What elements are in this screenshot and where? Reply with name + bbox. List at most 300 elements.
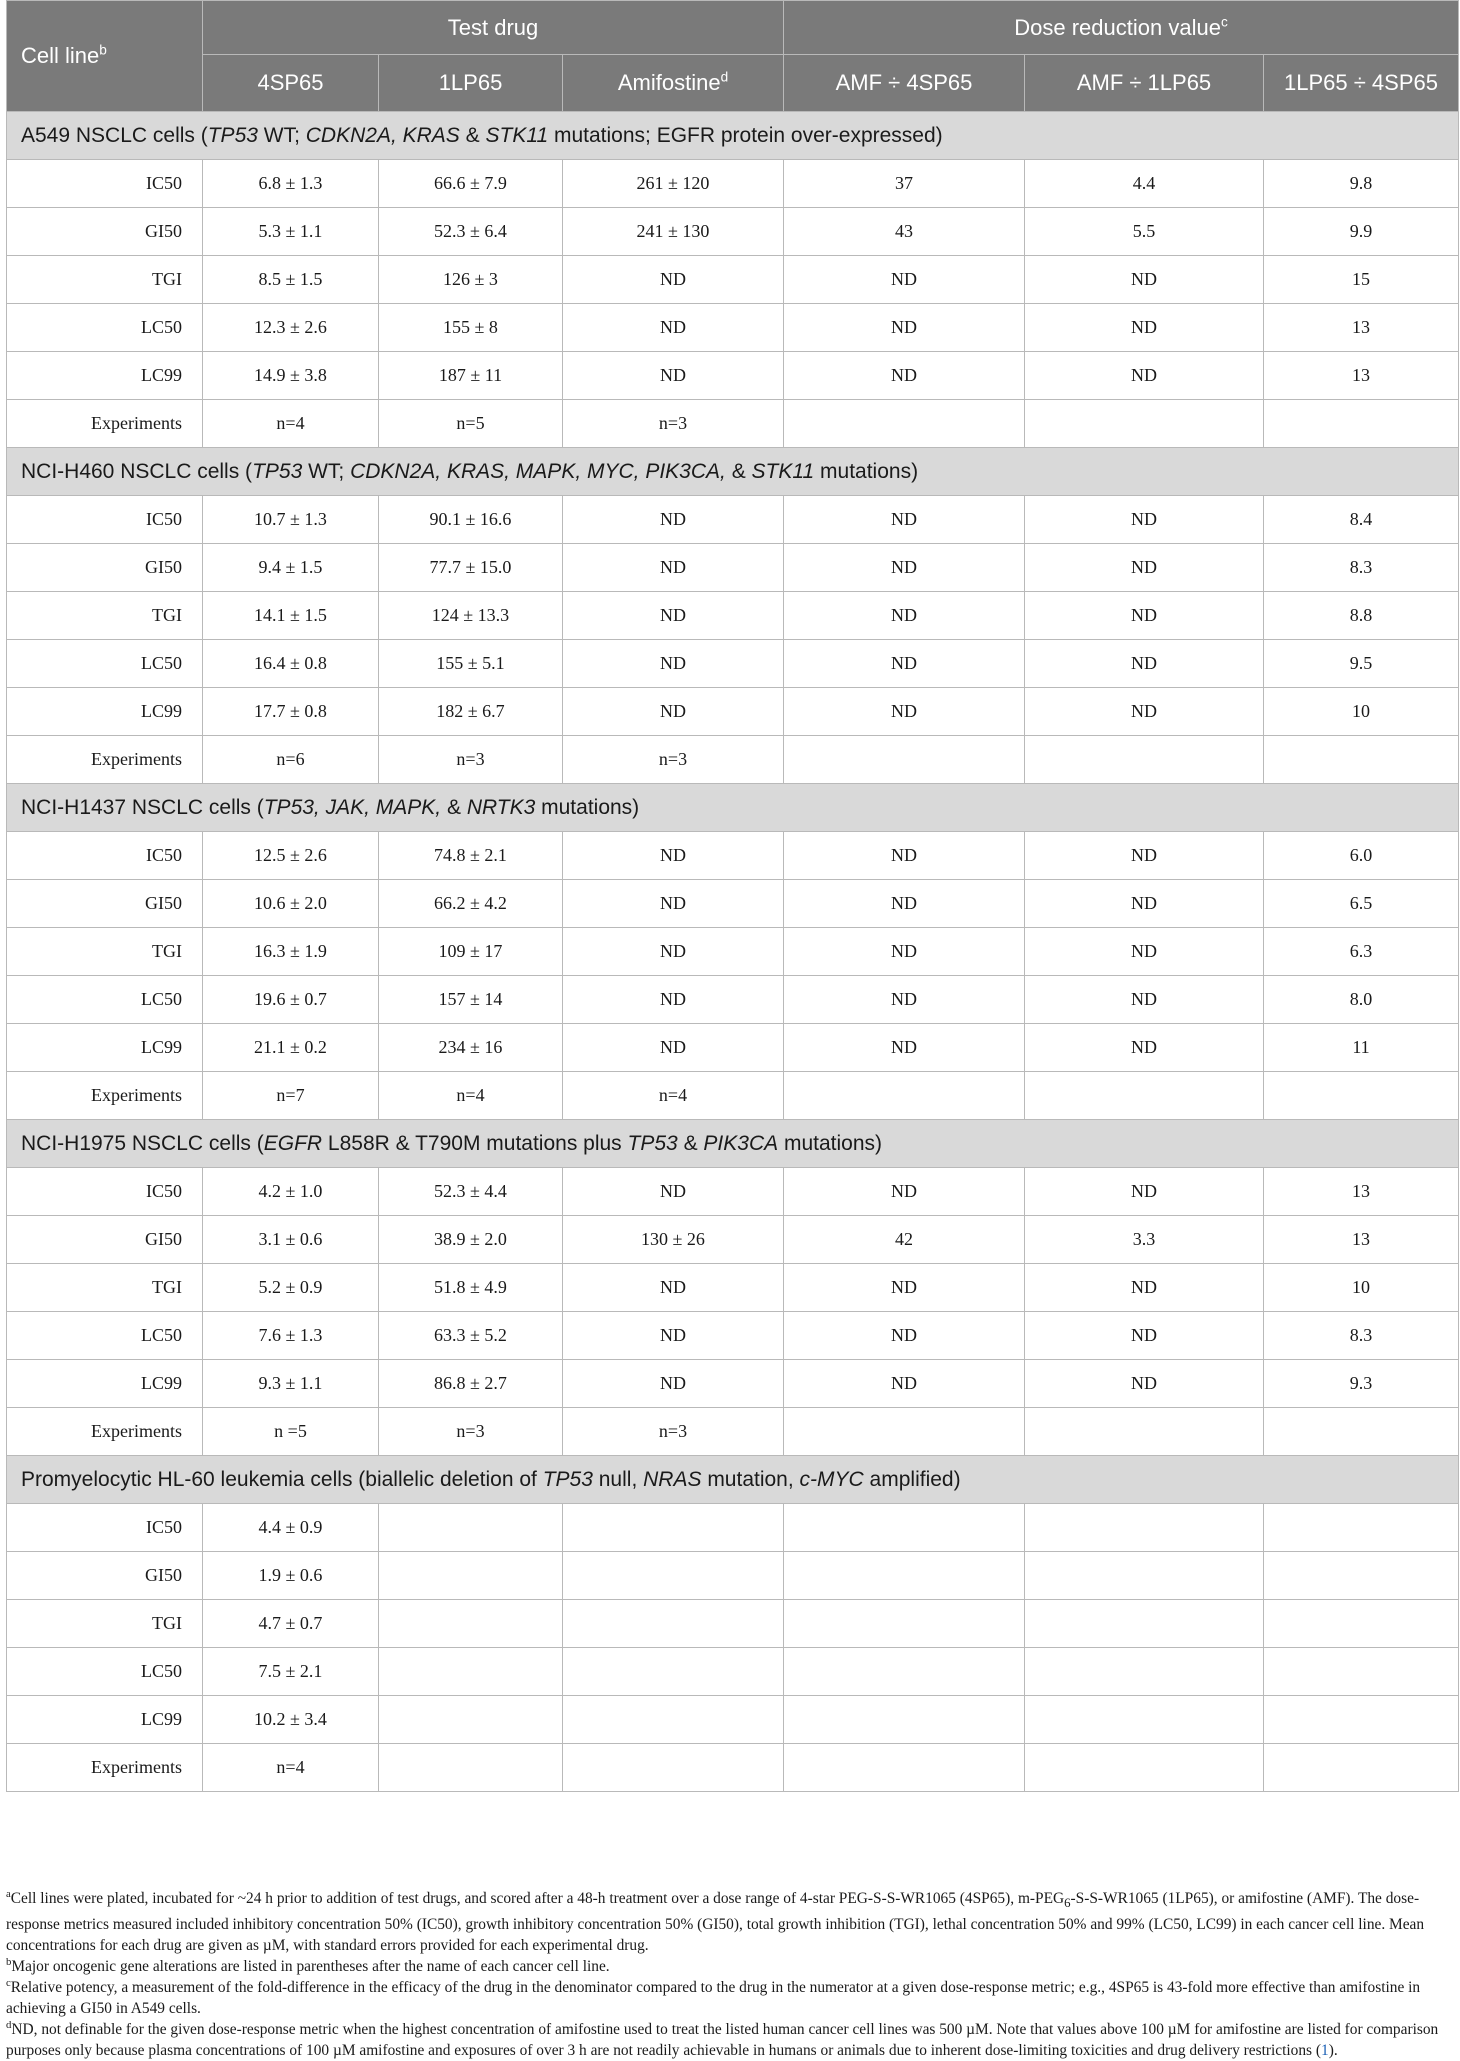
table-cell: 66.2 ± 4.2 [379,880,563,928]
table-row [7,832,1459,880]
metric-label: LC99 [7,1024,203,1072]
table-cell: ND [1025,592,1264,640]
col-1lp65-header: 1LP65 [379,55,563,112]
table-cell: 90.1 ± 16.6 [379,496,563,544]
title-fragment: TP53 [627,1131,678,1155]
table-row [7,1312,1459,1360]
metric-label: TGI [7,1600,203,1648]
metric-label: Experiments [7,1072,203,1120]
metric-label: Experiments [7,1744,203,1792]
table-cell: 9.4 ± 1.5 [203,544,379,592]
footnote-b: $^b$Major oncogenic gene alterations are listed in parentheses after the name of each cancer cell line. [6,1955,610,1976]
table-cell: n =5 [203,1408,379,1456]
title-fragment: STK11 [485,123,549,147]
table-cell [563,1648,784,1696]
table-cell: 8.4 [1264,496,1459,544]
table-cell: ND [1025,304,1264,352]
table-cell: 234 ± 16 [379,1024,563,1072]
table-cell: 42 [784,1216,1025,1264]
table-cell: 6.5 [1264,880,1459,928]
title-fragment: mutations) [535,795,640,819]
title-fragment: PIK3CA [703,1131,779,1155]
dose-reduction-header: Dose reduction value$^c$ [784,1,1459,55]
table-row [7,976,1459,1024]
table-cell: 9.3 ± 1.1 [203,1360,379,1408]
table-cell: 52.3 ± 4.4 [379,1168,563,1216]
table-cell: ND [784,1024,1025,1072]
table-cell: 3.3 [1025,1216,1264,1264]
table-cell: ND [563,1168,784,1216]
table-cell: ND [563,1312,784,1360]
title-fragment: L858R & T790M mutations plus [322,1131,628,1155]
metric-label: LC50 [7,1312,203,1360]
table-cell [563,1600,784,1648]
table-cell: 10.2 ± 3.4 [203,1696,379,1744]
table-cell: 6.8 ± 1.3 [203,160,379,208]
table-cell: n=3 [379,736,563,784]
table-cell: ND [1025,976,1264,1024]
table-cell [1025,1552,1264,1600]
table-row [7,928,1459,976]
table-cell: ND [784,352,1025,400]
table-cell: ND [563,928,784,976]
table-cell: ND [784,976,1025,1024]
table-cell [1025,1072,1264,1120]
metric-label: LC99 [7,688,203,736]
table-row [7,160,1459,208]
metric-label: LC50 [7,640,203,688]
table-cell: 37 [784,160,1025,208]
table-row [7,1264,1459,1312]
table-cell: ND [1025,1168,1264,1216]
table-cell [1264,1744,1459,1792]
metric-label: TGI [7,256,203,304]
table-cell: 38.9 ± 2.0 [379,1216,563,1264]
table-cell: ND [784,928,1025,976]
table-row [7,304,1459,352]
table-row [7,1408,1459,1456]
table-cell: n=3 [563,400,784,448]
table-cell [1264,1552,1459,1600]
table-cell: ND [1025,640,1264,688]
table-cell: n=5 [379,400,563,448]
table-cell: ND [563,880,784,928]
table-cell: n=4 [203,1744,379,1792]
table-cell [563,1696,784,1744]
cell-line-title [7,1456,1459,1504]
table-cell: 9.5 [1264,640,1459,688]
table-row [7,736,1459,784]
table-row [7,544,1459,592]
cell-line-group-row [7,448,1459,496]
table-cell: 1.9 ± 0.6 [203,1552,379,1600]
table-cell [1025,1648,1264,1696]
table-row [7,208,1459,256]
table-cell [379,1696,563,1744]
table-row [7,400,1459,448]
table-cell: 4.7 ± 0.7 [203,1600,379,1648]
col-4sp65-header: 4SP65 [203,55,379,112]
table-row [7,1504,1459,1552]
table-cell [784,1552,1025,1600]
table-cell [784,1408,1025,1456]
table-cell [1264,736,1459,784]
title-fragment: mutation, [701,1467,800,1491]
title-fragment: null, [592,1467,644,1491]
col-1lp65-4sp65-header: 1LP65 ÷ 4SP65 [1264,55,1459,112]
title-fragment: TP53 [252,459,303,483]
table-cell: ND [784,496,1025,544]
table-cell: ND [1025,880,1264,928]
table-cell: 126 ± 3 [379,256,563,304]
metric-label: IC50 [7,1504,203,1552]
table-cell: 9.8 [1264,160,1459,208]
table-cell: 155 ± 5.1 [379,640,563,688]
col-amf-4sp65-header: AMF ÷ 4SP65 [784,55,1025,112]
table-cell [379,1648,563,1696]
cell-line-group-row [7,112,1459,160]
table-cell: ND [784,880,1025,928]
metric-label: GI50 [7,544,203,592]
title-fragment: & [441,795,467,819]
table-row [7,1648,1459,1696]
table-cell: n=4 [379,1072,563,1120]
metric-label: LC50 [7,976,203,1024]
title-fragment: NCI-H1975 NSCLC cells ( [21,1131,264,1155]
table-row [7,1024,1459,1072]
table-cell [1025,1408,1264,1456]
table-cell: 16.3 ± 1.9 [203,928,379,976]
table-cell [784,1648,1025,1696]
title-fragment: STK11 [751,459,815,483]
table-cell: 63.3 ± 5.2 [379,1312,563,1360]
table-cell [784,400,1025,448]
table-cell: n=4 [563,1072,784,1120]
footnote-c: $^c$Relative potency, a measurement of the fold-difference in the efficacy of the drug in the denominator compared to the drug in the numerator at a given dose-response metric; e.g., 4SP65 is 43-fold more effective than amifostine in achieving a GI50 in A549 cells. [6,1976,1421,2018]
table-cell: ND [784,688,1025,736]
cell-line-group-row [7,1120,1459,1168]
table-row [7,1552,1459,1600]
col-amifostine-header: Amifostine$^d$ [563,55,784,112]
metric-label: LC50 [7,304,203,352]
metric-label: LC99 [7,352,203,400]
table-cell: ND [784,832,1025,880]
title-fragment: & [677,1131,704,1155]
table-cell: 5.3 ± 1.1 [203,208,379,256]
table-cell [1025,736,1264,784]
table-cell: ND [1025,1024,1264,1072]
table-cell [1264,1696,1459,1744]
cell-line-title [7,1120,1459,1168]
table-cell: ND [563,496,784,544]
table-row [7,1216,1459,1264]
table-cell [784,1696,1025,1744]
metric-label: LC99 [7,1696,203,1744]
title-fragment: CDKN2A, KRAS, MAPK, MYC, PIK3CA, [350,459,726,483]
table-cell: 4.2 ± 1.0 [203,1168,379,1216]
title-fragment: c-MYC [799,1467,864,1491]
metric-label: Experiments [7,400,203,448]
title-fragment: NRAS [643,1467,702,1491]
metric-label: IC50 [7,160,203,208]
metric-label: GI50 [7,880,203,928]
table-row [7,1696,1459,1744]
title-fragment: Promyelocytic HL-60 leukemia cells (biallelic deletion of [21,1467,543,1491]
cell-line-header: Cell line$^b$ [7,1,203,112]
table-cell: 16.4 ± 0.8 [203,640,379,688]
table-cell: ND [784,640,1025,688]
table-cell: ND [563,832,784,880]
table-cell: 7.5 ± 2.1 [203,1648,379,1696]
title-fragment: NCI-H460 NSCLC cells ( [21,459,253,483]
test-drug-header: Test drug [203,1,784,55]
table-cell: 9.9 [1264,208,1459,256]
table-cell: 6.0 [1264,832,1459,880]
title-fragment: amplified) [863,1467,961,1491]
table-cell: 10 [1264,1264,1459,1312]
table-cell: ND [1025,688,1264,736]
metric-label: GI50 [7,208,203,256]
title-fragment: & [459,123,486,147]
table-cell: n=4 [203,400,379,448]
table-cell [1264,1408,1459,1456]
table-cell: ND [563,592,784,640]
table-cell: ND [563,688,784,736]
table-cell: ND [1025,1312,1264,1360]
table-cell: n=3 [563,736,784,784]
table-cell: 182 ± 6.7 [379,688,563,736]
table-cell: 66.6 ± 7.9 [379,160,563,208]
table-cell: 13 [1264,1216,1459,1264]
table-cell: 9.3 [1264,1360,1459,1408]
table-cell [1025,400,1264,448]
title-fragment: & [725,459,752,483]
table-cell: 5.5 [1025,208,1264,256]
table-cell: 187 ± 11 [379,352,563,400]
table-cell: 5.2 ± 0.9 [203,1264,379,1312]
table-cell: ND [1025,256,1264,304]
table-row [7,688,1459,736]
footnotes [6,1888,1454,2061]
title-fragment: NRTK3 [466,795,536,819]
table-cell: 8.3 [1264,544,1459,592]
table-cell: 6.3 [1264,928,1459,976]
table-body [7,112,1459,1792]
table-cell: ND [563,304,784,352]
table-cell: ND [784,1360,1025,1408]
table-cell: ND [563,352,784,400]
table-cell: ND [1025,496,1264,544]
table-cell: 10.6 ± 2.0 [203,880,379,928]
table-cell [784,1600,1025,1648]
metric-label: IC50 [7,832,203,880]
reference-link[interactable]: 1 [1321,2042,1329,2060]
table-cell: 12.3 ± 2.6 [203,304,379,352]
table-cell: 74.8 ± 2.1 [379,832,563,880]
table-row [7,1600,1459,1648]
table-cell: 3.1 ± 0.6 [203,1216,379,1264]
metric-label: LC50 [7,1648,203,1696]
table-cell: 241 ± 130 [563,208,784,256]
table-cell: 12.5 ± 2.6 [203,832,379,880]
table-cell: 8.3 [1264,1312,1459,1360]
table-cell: 43 [784,208,1025,256]
table-row [7,1072,1459,1120]
table-cell [379,1744,563,1792]
table-cell: 8.5 ± 1.5 [203,256,379,304]
table-cell: ND [563,976,784,1024]
table-cell [1264,1648,1459,1696]
table-cell: ND [1025,352,1264,400]
table-row [7,1168,1459,1216]
table-row [7,496,1459,544]
table-cell: 13 [1264,1168,1459,1216]
table-cell: 11 [1264,1024,1459,1072]
table-cell: ND [784,592,1025,640]
table-cell: 77.7 ± 15.0 [379,544,563,592]
table-cell: 13 [1264,304,1459,352]
table-cell: 17.7 ± 0.8 [203,688,379,736]
title-fragment: TP53 [542,1467,593,1491]
table-row [7,640,1459,688]
metric-label: TGI [7,928,203,976]
metric-label: LC99 [7,1360,203,1408]
table-cell: 4.4 [1025,160,1264,208]
metric-label: IC50 [7,1168,203,1216]
metric-label: TGI [7,1264,203,1312]
footnote-a: $^a$Cell lines were plated, incubated for ~24 h prior to addition of test drugs, and scored after a 48-h treatment over a dose range of 4-star PEG-S-S-WR1065 (4SP65), $m-PEG_6-S-S-WR1065$ (1LP65), or amifostine (AMF). The dose-response metrics measured included inhibitory concentration 50% (IC50), growth inhibitory concentration 50% (GI50), total growth inhibition (TGI), lethal concentration 50% and 99% (LC50, LC99) in each cancer cell line. Mean concentrations for each drug are given as µM, with standard errors provided for each experimental drug. [6,1887,1425,1955]
table-cell: 52.3 ± 6.4 [379,208,563,256]
cell-line-title [7,784,1459,832]
footnote-d: $^d$ND, not definable for the given dose-response metric when the highest concentration of amifostine used to treat the listed human cancer cell lines was 500 µM. Note that values above 100 µM for amifostine are listed for comparison purposes only because plasma concentrations of 100 µM amifostine and exposures of over 3 h are not readily achievable in humans or animals due to inherent dose-limiting toxicities and drug delivery restrictions (1). [6,2018,1439,2060]
table-cell: 7.6 ± 1.3 [203,1312,379,1360]
title-fragment: TP53, JAK, MAPK, [263,795,442,819]
table-cell: 124 ± 13.3 [379,592,563,640]
title-fragment: CDKN2A, KRAS [305,123,460,147]
table-cell: ND [784,544,1025,592]
table-row [7,880,1459,928]
table-cell: 15 [1264,256,1459,304]
table-cell: ND [784,256,1025,304]
metric-label: GI50 [7,1552,203,1600]
table-cell: ND [563,640,784,688]
cell-line-group-row [7,1456,1459,1504]
table-cell [379,1504,563,1552]
title-fragment: mutations; EGFR protein over-expressed) [548,123,943,147]
table-cell: ND [784,1264,1025,1312]
table-cell [1025,1600,1264,1648]
table-cell [563,1504,784,1552]
title-fragment: NCI-H1437 NSCLC cells ( [21,795,264,819]
table-cell: ND [563,1264,784,1312]
table-cell: ND [1025,1264,1264,1312]
table-cell: 10 [1264,688,1459,736]
table-cell [784,1744,1025,1792]
table-cell [563,1744,784,1792]
table-cell: 14.9 ± 3.8 [203,352,379,400]
table-cell: 109 ± 17 [379,928,563,976]
table-cell [379,1552,563,1600]
table-cell: 10.7 ± 1.3 [203,496,379,544]
metric-label: Experiments [7,1408,203,1456]
table-cell [1264,400,1459,448]
col-amf-1lp65-header: AMF ÷ 1LP65 [1025,55,1264,112]
cell-line-title [7,448,1459,496]
table-cell: n=7 [203,1072,379,1120]
title-fragment: WT; [302,459,351,483]
table-cell: n=3 [379,1408,563,1456]
table-cell: ND [563,1360,784,1408]
table-cell: ND [1025,928,1264,976]
table-row [7,592,1459,640]
table-cell: 14.1 ± 1.5 [203,592,379,640]
table-cell [1025,1696,1264,1744]
table-cell: ND [563,256,784,304]
table-cell [1264,1072,1459,1120]
metric-label: IC50 [7,496,203,544]
table-cell [784,1072,1025,1120]
table-cell [1264,1600,1459,1648]
table-cell: 21.1 ± 0.2 [203,1024,379,1072]
table-cell: ND [1025,832,1264,880]
title-fragment: TP53 [207,123,258,147]
metric-label: Experiments [7,736,203,784]
table-cell [379,1600,563,1648]
table-cell: 157 ± 14 [379,976,563,1024]
title-fragment: mutations) [814,459,919,483]
table-cell [1025,1504,1264,1552]
table-cell: 13 [1264,352,1459,400]
title-fragment: A549 NSCLC cells ( [21,123,208,147]
table-cell: 8.8 [1264,592,1459,640]
title-fragment: WT; [257,123,306,147]
table-cell [1025,1744,1264,1792]
table-row [7,256,1459,304]
table-cell: 8.0 [1264,976,1459,1024]
table-cell: 261 ± 120 [563,160,784,208]
table-row [7,352,1459,400]
cell-line-title [7,112,1459,160]
table-cell: ND [1025,544,1264,592]
metric-label: GI50 [7,1216,203,1264]
table-row [7,1744,1459,1792]
table-cell: 4.4 ± 0.9 [203,1504,379,1552]
title-fragment: EGFR [263,1131,323,1155]
table-cell: 155 ± 8 [379,304,563,352]
table-cell [784,1504,1025,1552]
table-cell: ND [784,304,1025,352]
table-cell: n=6 [203,736,379,784]
table-cell [563,1552,784,1600]
table-cell: ND [1025,1360,1264,1408]
table-cell: ND [784,1168,1025,1216]
table-cell: 51.8 ± 4.9 [379,1264,563,1312]
table-cell: 130 ± 26 [563,1216,784,1264]
results-table [6,0,1459,1792]
table-cell: ND [784,1312,1025,1360]
table-row [7,1360,1459,1408]
table-cell: ND [563,544,784,592]
metric-label: TGI [7,592,203,640]
table-cell: n=3 [563,1408,784,1456]
title-fragment: mutations) [778,1131,882,1155]
cell-line-group-row [7,784,1459,832]
table-cell: ND [563,1024,784,1072]
table-cell [1264,1504,1459,1552]
table-cell: 86.8 ± 2.7 [379,1360,563,1408]
table-cell [784,736,1025,784]
table-cell: 19.6 ± 0.7 [203,976,379,1024]
